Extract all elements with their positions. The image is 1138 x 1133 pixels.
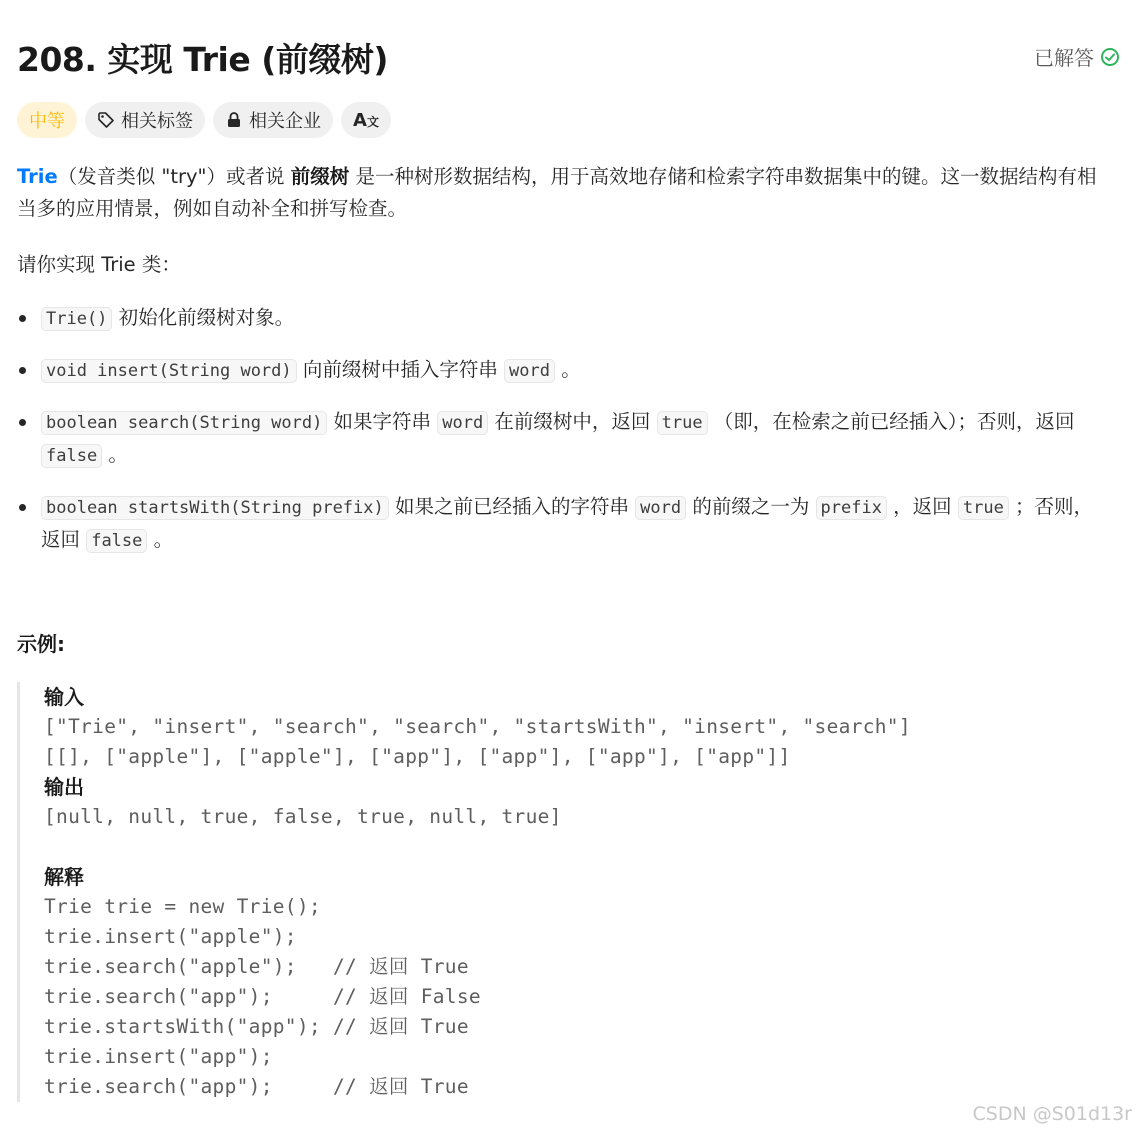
code-line: Trie trie = new Trie();: [44, 895, 321, 918]
code-line: trie.insert("apple");: [44, 925, 297, 948]
code-line: trie.search("apple"); // 返回 True: [44, 955, 469, 978]
problem-title: 208. 实现 Trie (前缀树): [17, 40, 388, 79]
list-item: boolean search(String word) 如果字符串 word 在前缀树中，返回 true （即，在检索之前已经插入）；否则，返回 false 。: [17, 406, 1097, 472]
difficulty-badge: [17, 102, 77, 138]
spacer: [44, 832, 1017, 862]
list-item: void insert(String word) 向前缀树中插入字符串 word 。: [17, 354, 1097, 387]
title-row: [17, 34, 1120, 80]
solved-status: [1034, 42, 1120, 71]
method-list: [17, 302, 1097, 576]
output-line: [null, null, true, false, true, null, true]: [44, 805, 562, 828]
list-item: Trie() 初始化前缀树对象。: [17, 302, 1097, 335]
code-line: trie.startsWith("app"); // 返回 True: [44, 1015, 469, 1038]
tag-bar: [17, 102, 391, 138]
list-item: boolean startsWith(String prefix) 如果之前已经插入的字符串 word 的前缀之一为 prefix ，返回 true ；否则，返回 false 。: [17, 491, 1097, 557]
explain-label: 解释: [44, 865, 84, 889]
example-block: [17, 682, 1017, 1102]
translate-icon: A文: [353, 109, 379, 131]
difficulty-label: 中等: [29, 111, 65, 132]
solved-label: 已解答: [1034, 46, 1094, 70]
input-label: 输入: [44, 685, 84, 709]
lock-icon: [225, 111, 243, 129]
code-line: trie.search("app"); // 返回 False: [44, 985, 481, 1008]
related-companies-button[interactable]: [213, 102, 333, 138]
code-line: trie.search("app"); // 返回 True: [44, 1075, 469, 1098]
implement-prompt: 请你实现 Trie 类：: [17, 253, 181, 276]
input-line-2: [[], ["apple"], ["apple"], ["app"], ["app"], ["app"], ["app"]]: [44, 745, 791, 768]
watermark: CSDN @S01d13r: [972, 1103, 1132, 1125]
example-heading: 示例:: [17, 632, 65, 656]
description-paragraph: Trie（发音类似 "try"）或者说 前缀树 是一种树形数据结构，用于高效地存储和检索字符串数据集中的键。这一数据结构有相当多的应用情景，例如自动补全和拼写检查。: [17, 165, 1097, 220]
input-line-1: ["Trie", "insert", "search", "search", "startsWith", "insert", "search"]: [44, 715, 911, 738]
related-tags-label: 相关标签: [121, 111, 193, 132]
related-tags-button[interactable]: [85, 102, 205, 138]
code-line: trie.insert("app");: [44, 1045, 273, 1068]
trie-link[interactable]: Trie: [17, 165, 58, 188]
related-companies-label: 相关企业: [249, 111, 321, 132]
check-circle-icon: [1100, 47, 1120, 67]
translate-button[interactable]: [341, 102, 391, 138]
tag-icon: [97, 111, 115, 129]
output-label: 输出: [44, 775, 84, 799]
